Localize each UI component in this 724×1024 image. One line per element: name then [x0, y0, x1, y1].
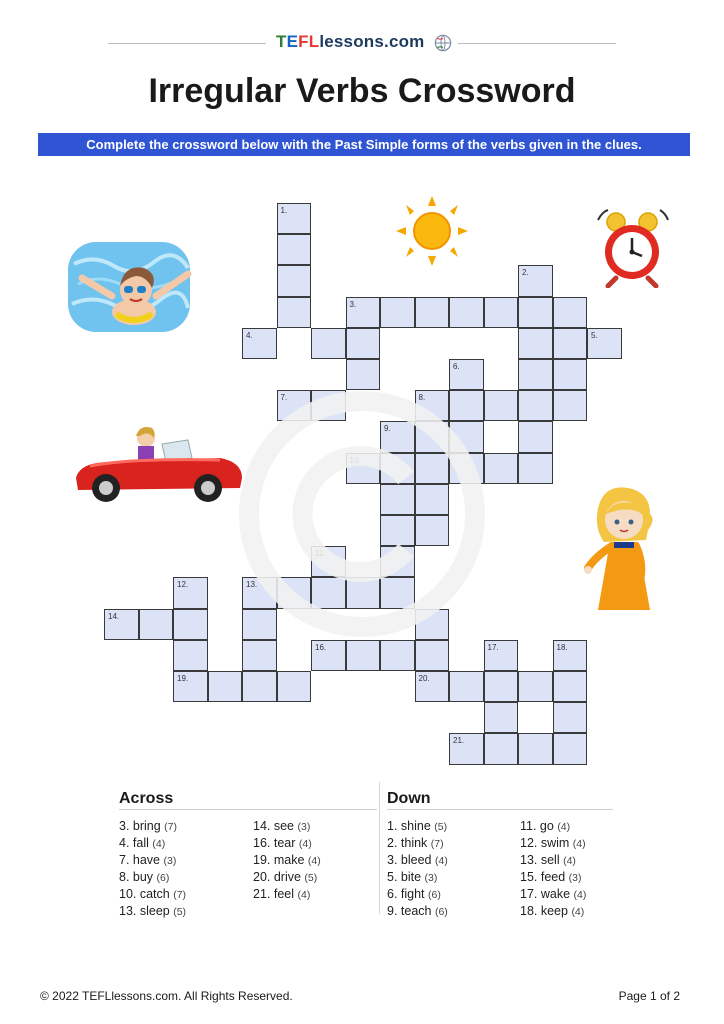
crossword-cell[interactable] [484, 733, 519, 764]
red-car-illustration [70, 422, 246, 506]
crossword-cell[interactable] [518, 390, 553, 421]
sun-icon [396, 196, 468, 266]
clue-length: (3) [163, 855, 177, 868]
crossword-cell[interactable] [277, 234, 312, 265]
crossword-cell[interactable] [380, 515, 415, 546]
clue-text: 7. have [119, 853, 164, 868]
clue-number: 5. [591, 330, 598, 340]
crossword-cell[interactable] [208, 671, 243, 702]
down-clues-col-2 [520, 818, 586, 921]
crossword-cell[interactable] [277, 577, 312, 608]
divider [379, 782, 380, 914]
clue-text: 15. feed [520, 870, 569, 885]
crossword-cell[interactable] [449, 421, 484, 452]
crossword-cell[interactable] [277, 203, 312, 234]
clue-text: 12. swim [520, 836, 573, 851]
crossword-cell[interactable] [242, 671, 277, 702]
clue-number: 2. [522, 268, 529, 278]
clue-length: (4) [434, 855, 448, 868]
clue-item [119, 886, 186, 903]
crossword-cell[interactable] [277, 671, 312, 702]
crossword-cell[interactable] [415, 297, 450, 328]
crossword-cell[interactable] [484, 671, 519, 702]
clue-item [253, 818, 321, 835]
clue-number: 7. [280, 393, 288, 403]
clue-number: 12. [177, 580, 189, 590]
cartoon-girl-illustration [584, 484, 664, 616]
crossword-cell[interactable] [518, 328, 553, 359]
clue-number: 1. [280, 206, 288, 215]
crossword-cell[interactable] [346, 640, 381, 671]
crossword-cell[interactable] [242, 328, 277, 359]
crossword-cell[interactable] [484, 390, 519, 421]
brand-logo: TEFLlessons.com [276, 32, 425, 51]
crossword-cell[interactable] [277, 390, 312, 421]
down-clues-col-1 [387, 818, 448, 921]
clue-item [520, 852, 586, 869]
clue-item [253, 886, 321, 903]
crossword-cell[interactable] [553, 671, 588, 702]
crossword-cell[interactable] [311, 546, 346, 577]
clue-length: (4) [563, 855, 576, 868]
crossword-cell[interactable] [415, 609, 450, 640]
crossword-cell[interactable] [139, 609, 174, 640]
clue-item [520, 869, 586, 886]
crossword-cell[interactable] [449, 733, 484, 764]
crossword-cell[interactable] [173, 671, 208, 702]
clue-length: (4) [573, 889, 587, 902]
clue-text: 20. drive [253, 870, 305, 885]
crossword-cell[interactable] [518, 359, 553, 390]
clue-text: 10. catch [119, 887, 174, 902]
down-heading: Down [387, 790, 431, 807]
clue-number: 18. [556, 642, 568, 652]
footer-copyright: © 2022 TEFLlessons.com. All Rights Reserved. [40, 989, 293, 1003]
divider [119, 809, 377, 810]
clue-number: 16. [315, 642, 327, 652]
clue-text: 4. fall [119, 836, 153, 851]
clue-text: 14. see [253, 819, 298, 833]
clue-item [520, 903, 586, 920]
clue-number: 9. [384, 424, 391, 434]
clue-number: 17. [487, 642, 499, 652]
across-clues-col-1 [119, 818, 186, 921]
crossword-cell[interactable] [518, 265, 553, 296]
clue-length: (3) [297, 821, 311, 833]
crossword-cell[interactable] [415, 484, 450, 515]
crossword-cell[interactable] [380, 453, 415, 484]
crossword-cell[interactable] [415, 421, 450, 452]
clue-text: 1. shine [387, 819, 435, 833]
clue-item [387, 835, 448, 852]
clue-length: (4) [557, 821, 571, 833]
crossword-cell[interactable] [449, 297, 484, 328]
clue-item [520, 818, 586, 835]
clue-text: 11. go [520, 819, 558, 833]
clue-number: 13. [246, 580, 258, 590]
crossword-cell[interactable] [311, 390, 346, 421]
clue-item [119, 869, 186, 886]
clue-item [253, 869, 321, 886]
crossword-cell[interactable] [173, 577, 208, 608]
clue-item [253, 835, 321, 852]
clue-text: 2. think [387, 836, 431, 851]
clue-number: 19. [177, 674, 189, 683]
clue-item [387, 852, 448, 869]
footer-page-number: Page 1 of 2 [618, 989, 680, 1003]
crossword-cell[interactable] [173, 609, 208, 640]
clue-text: 18. keep [520, 904, 572, 919]
crossword-cell[interactable] [380, 640, 415, 671]
crossword-cell[interactable] [484, 640, 519, 671]
swimmer-girl-illustration [64, 234, 194, 338]
clue-text: 21. feel [253, 887, 298, 902]
crossword-cell[interactable] [415, 671, 450, 702]
clue-item [387, 886, 448, 903]
crossword-cell[interactable] [518, 733, 553, 764]
clue-text: 6. fight [387, 887, 428, 902]
clue-item [119, 835, 186, 852]
clue-length: (4) [152, 838, 166, 851]
crossword-cell[interactable] [553, 390, 588, 421]
clue-number: 20. [418, 674, 430, 683]
crossword-cell[interactable] [484, 453, 519, 484]
clue-item [119, 818, 186, 835]
crossword-cell[interactable] [346, 297, 381, 328]
clue-text: 13. sell [520, 853, 564, 868]
crossword-cell[interactable] [484, 297, 519, 328]
crossword-cell[interactable] [380, 421, 415, 452]
crossword-cell[interactable] [587, 328, 622, 359]
clue-item [387, 818, 448, 835]
crossword-cell[interactable] [553, 640, 588, 671]
clue-text: 5. bite [387, 870, 425, 885]
crossword-cell[interactable] [415, 390, 450, 421]
clue-item [520, 835, 586, 852]
crossword-cell[interactable] [449, 453, 484, 484]
clue-length: (6) [428, 889, 441, 902]
clue-length: (3) [568, 872, 582, 885]
clue-text: 9. teach [387, 904, 435, 919]
clue-number: 3. [349, 299, 357, 309]
crossword-cell[interactable] [242, 609, 277, 640]
divider [387, 809, 613, 810]
crossword-cell[interactable] [346, 359, 381, 390]
clue-text: 13. sleep [119, 904, 174, 919]
crossword-cell[interactable] [346, 577, 381, 608]
crossword-cell[interactable] [449, 671, 484, 702]
clue-length: (3) [424, 872, 438, 885]
crossword-cell[interactable] [311, 640, 346, 671]
crossword-cell[interactable] [518, 421, 553, 452]
instructions-banner: Complete the crossword below with the Past Simple forms of the verbs given in the clues. [38, 133, 690, 156]
clue-length: (4) [297, 889, 311, 902]
clue-number: 11. [315, 549, 326, 559]
crossword-cell[interactable] [449, 359, 484, 390]
crossword-cell[interactable] [484, 702, 519, 733]
clue-number: 14. [108, 611, 120, 621]
crossword-cell[interactable] [518, 453, 553, 484]
clue-text: 8. buy [119, 870, 157, 885]
clue-number: 6. [453, 362, 460, 371]
clue-length: (6) [156, 872, 170, 885]
crossword-cell[interactable] [380, 577, 415, 608]
clue-text: 19. make [253, 853, 308, 868]
clue-item [119, 903, 186, 920]
clue-length: (4) [571, 906, 585, 919]
alarm-clock-icon [594, 206, 670, 288]
clue-item [520, 886, 586, 903]
clue-length: (7) [164, 821, 178, 833]
crossword-cell[interactable] [415, 453, 450, 484]
across-heading: Across [119, 790, 174, 807]
crossword-cell[interactable] [380, 546, 415, 577]
clue-length: (7) [430, 838, 444, 851]
crossword-cell[interactable] [104, 609, 139, 640]
crossword-cell[interactable] [415, 515, 450, 546]
clue-item [387, 903, 448, 920]
crossword-cell[interactable] [380, 297, 415, 328]
crossword-cell[interactable] [553, 328, 588, 359]
clue-length: (4) [307, 855, 321, 868]
page-title: Irregular Verbs Crossword [148, 72, 576, 110]
clue-length: (4) [298, 838, 312, 851]
clue-length: (5) [304, 872, 318, 885]
clue-item [387, 869, 448, 886]
clue-number: 8. [418, 393, 426, 403]
clue-text: 3. bleed [387, 853, 435, 868]
crossword-cell[interactable] [449, 390, 484, 421]
crossword-cell[interactable] [553, 359, 588, 390]
crossword-cell[interactable] [311, 577, 346, 608]
crossword-cell[interactable] [518, 297, 553, 328]
crossword-cell[interactable] [277, 265, 312, 296]
crossword-cell[interactable] [518, 671, 553, 702]
clue-length: (7) [173, 889, 187, 902]
crossword-cell[interactable] [553, 702, 588, 733]
across-clues-col-2 [253, 818, 321, 903]
crossword-cell[interactable] [173, 640, 208, 671]
clue-number: 10. [349, 455, 361, 465]
crossword-cell[interactable] [346, 453, 381, 484]
crossword-cell[interactable] [311, 328, 346, 359]
crossword-cell[interactable] [277, 297, 312, 328]
crossword-cell[interactable] [415, 640, 450, 671]
clue-number: 21. [453, 736, 465, 746]
clue-item [119, 852, 186, 869]
clue-number: 4. [246, 330, 253, 340]
clue-length: (6) [434, 906, 448, 919]
crossword-cell[interactable] [380, 484, 415, 515]
crossword-cell[interactable] [553, 733, 588, 764]
clue-length: (4) [572, 838, 586, 851]
crossword-cell[interactable] [346, 328, 381, 359]
clue-length: (5) [173, 906, 187, 919]
clue-text: 16. tear [253, 836, 299, 851]
crossword-cell[interactable] [553, 297, 588, 328]
crossword-cell[interactable] [242, 577, 277, 608]
clue-length: (5) [434, 821, 448, 833]
clue-text: 17. wake [520, 887, 574, 902]
clue-text: 3. bring [119, 819, 165, 833]
clue-item [253, 852, 321, 869]
crossword-cell[interactable] [242, 640, 277, 671]
